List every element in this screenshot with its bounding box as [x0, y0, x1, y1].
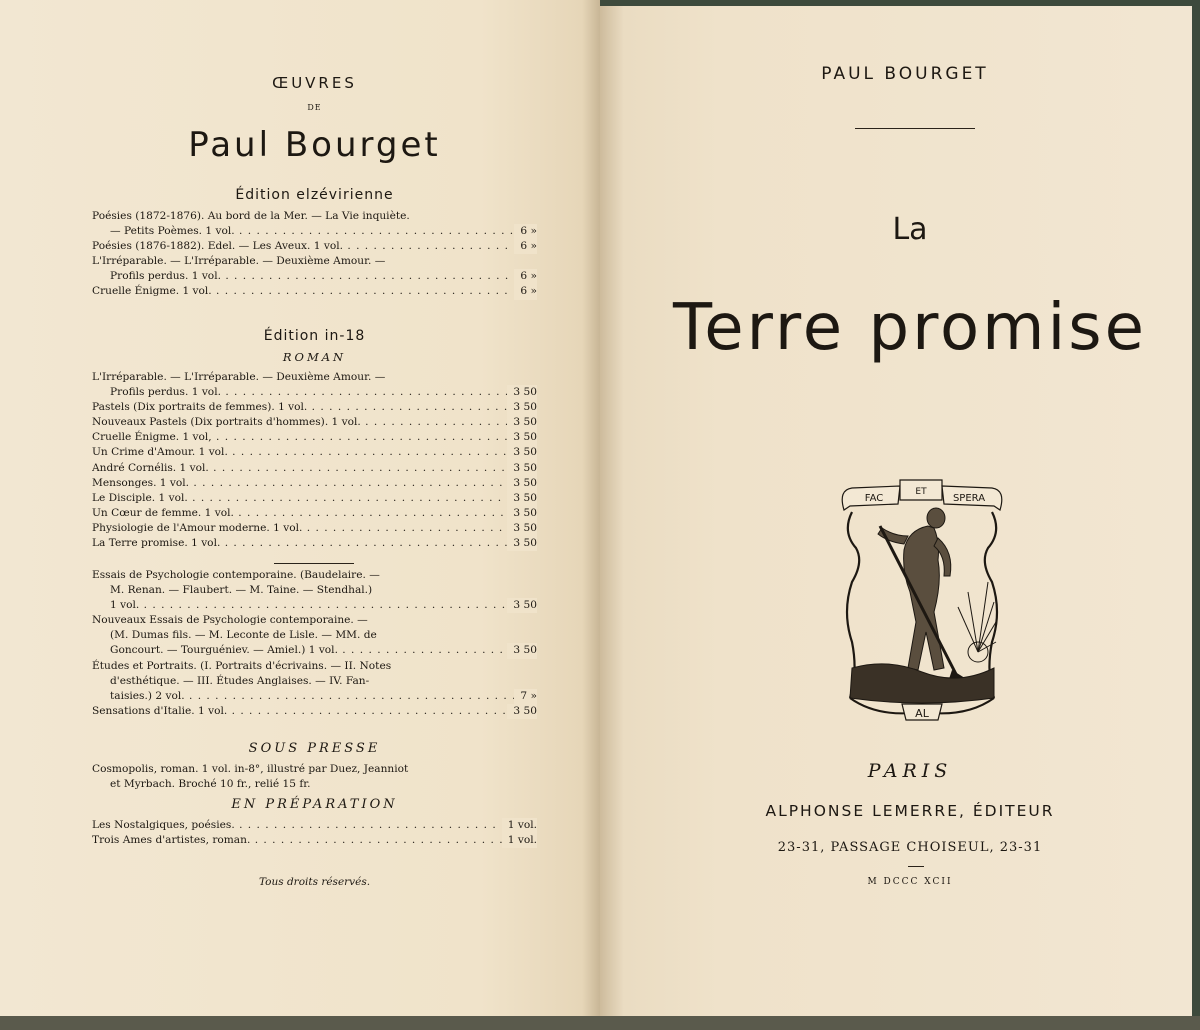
catalog-entry-text: Nouveaux Pastels (Dix portraits d'hommes). 1 vol. — [92, 416, 361, 429]
catalog-price: 3 50 — [507, 704, 537, 719]
de-heading: DE — [307, 103, 322, 112]
catalog-entry-text: Études et Portraits. (I. Portraits d'écrivains. — II. Notes — [92, 659, 392, 672]
catalog-entry-text: Cruelle Énigme. 1 vol. — [92, 285, 212, 298]
catalog-entry — [92, 659, 537, 704]
catalog-entry-text: — Petits Poèmes. 1 vol. — [110, 225, 235, 238]
edition-elzevirienne-heading: Édition elzévirienne — [235, 187, 394, 203]
catalog-entry-line — [92, 598, 537, 613]
leader-dots — [307, 401, 537, 413]
catalog-entry-line — [92, 209, 537, 224]
catalog-entry — [92, 613, 537, 658]
leader-dots — [212, 285, 537, 297]
catalog-price: 3 50 — [507, 506, 537, 521]
catalog-entry-line — [92, 628, 537, 643]
edition-in18-heading: Édition in-18 — [263, 328, 366, 344]
leader-dots — [228, 446, 537, 458]
catalog-entry — [92, 491, 537, 506]
catalog-entry-text: Essais de Psychologie contemporaine. (Baudelaire. — — [92, 569, 380, 581]
catalog-entry-line — [92, 689, 537, 704]
catalog-entry-line — [92, 506, 537, 521]
catalog-entry — [92, 521, 537, 536]
en-preparation-heading: EN PRÉPARATION — [231, 797, 398, 812]
catalog-entry-line — [92, 476, 537, 491]
catalog-entry-text: Nouveaux Essais de Psychologie contemporaine. — — [92, 614, 368, 627]
catalog-price: 3 50 — [507, 461, 537, 476]
catalog-entry-line — [92, 568, 537, 583]
catalog-entry-line — [92, 269, 537, 284]
catalog-price: 3 50 — [507, 491, 537, 506]
catalog-entry — [92, 400, 537, 415]
catalog-price: 3 50 — [507, 445, 537, 460]
catalog-entry — [92, 370, 537, 400]
leader-dots — [185, 690, 537, 702]
catalog-entry — [92, 818, 537, 833]
catalog-entry-text: Profils perdus. 1 vol. — [110, 386, 221, 399]
catalog-entry — [92, 415, 537, 430]
leader-dots — [221, 270, 537, 282]
catalog-entry-line — [92, 284, 537, 299]
catalog-entry-text: Poésies (1872-1876). Au bord de la Mer. — La Vie inquiète. — [92, 210, 410, 222]
catalog-entry-line — [92, 415, 537, 430]
leader-dots — [220, 537, 537, 549]
en-preparation-list — [92, 818, 537, 848]
catalog-entry-text: Les Nostalgiques, poésies. — [92, 819, 235, 831]
catalog-entry — [92, 430, 537, 445]
year-rule — [908, 866, 924, 867]
catalog-entry-text: taisies.) 2 vol. — [110, 689, 185, 702]
catalog-entry-line — [92, 254, 537, 269]
catalog-entry-line — [92, 239, 537, 254]
catalog-entry — [92, 239, 537, 254]
catalog-price: 3 50 — [507, 400, 537, 415]
leader-dots — [250, 834, 537, 846]
publisher-address: 23-31, PASSAGE CHOISEUL, 23-31 — [777, 840, 1043, 855]
roman-list — [92, 370, 537, 551]
catalog-entry-line — [92, 536, 537, 551]
catalog-entry — [92, 833, 537, 848]
catalog-entry-text: Un Cœur de femme. 1 vol. — [92, 506, 234, 519]
catalog-entry-line — [92, 521, 537, 536]
catalog-price: 3 50 — [507, 598, 537, 613]
leader-dots — [189, 477, 537, 489]
sous-presse-text — [92, 762, 537, 792]
catalog-entry-line — [92, 818, 537, 833]
catalog-entry — [92, 284, 537, 299]
ground — [850, 664, 994, 703]
catalog-entry-text: André Cornélis. 1 vol. — [92, 461, 209, 474]
banner-word-et: ET — [915, 487, 927, 497]
publication-city: PARIS — [867, 760, 953, 782]
catalog-price: 6 » — [514, 239, 537, 254]
catalog-price: 6 » — [514, 269, 537, 284]
catalog-entry — [92, 536, 537, 551]
catalog-entry-text: La Terre promise. 1 vol. — [92, 537, 221, 550]
catalog-price: 3 50 — [507, 476, 537, 491]
catalog-entry-line — [92, 613, 537, 628]
catalog-entry-text: Sensations d'Italie. 1 vol. — [92, 704, 228, 717]
cover-edge-right — [1192, 0, 1200, 1030]
cover-edge-bottom — [0, 1016, 1200, 1030]
essays-list — [92, 568, 537, 719]
publisher-name: ALPHONSE LEMERRE, ÉDITEUR — [765, 802, 1055, 820]
catalog-entry-line — [92, 659, 537, 674]
monogram-text: AL — [915, 707, 929, 720]
sous-presse-line: Cosmopolis, roman. 1 vol. in-8°, illustré par Duez, Jeanniot — [92, 763, 409, 775]
sous-presse-heading: SOUS PRESSE — [248, 741, 381, 756]
catalog-entry-line — [92, 833, 537, 848]
leader-dots — [188, 492, 537, 504]
catalog-entry — [92, 445, 537, 460]
catalog-entry-line — [92, 445, 537, 460]
catalog-entry — [92, 476, 537, 491]
catalog-price: 6 » — [514, 224, 537, 239]
catalog-entry-text: L'Irréparable. — L'Irréparable. — Deuxième Amour. — — [92, 371, 386, 383]
title-rule — [855, 128, 975, 129]
publication-year: M DCCC XCII — [867, 877, 953, 887]
catalog-price: 3 50 — [507, 643, 537, 658]
catalog-entry-text: L'Irréparable. — L'Irréparable. — Deuxième Amour. — — [92, 255, 386, 268]
roman-subheading: ROMAN — [282, 350, 347, 364]
title-article: La — [892, 212, 928, 247]
author-name: Paul Bourget — [188, 125, 441, 165]
catalog-entry-text: Poésies (1876-1882). Edel. — Les Aveux. 1 vol. — [92, 240, 343, 253]
title-page-author: PAUL BOURGET — [821, 64, 989, 84]
catalog-price: 3 50 — [507, 430, 537, 445]
catalog-entry-text: (M. Dumas fils. — M. Leconte de Lisle. — MM. de — [110, 629, 377, 642]
catalog-entry-text: Pastels (Dix portraits de femmes). 1 vol. — [92, 401, 308, 414]
catalog-entry-line — [92, 461, 537, 476]
catalog-price: 1 vol. — [502, 818, 537, 833]
catalog-entry-line — [92, 704, 537, 719]
catalog-price: 3 50 — [507, 415, 537, 430]
catalog-entry — [92, 461, 537, 476]
catalog-entry-text: Trois Ames d'artistes, roman. — [92, 834, 251, 847]
catalog-price: 3 50 — [507, 521, 537, 536]
oeuvres-heading: ŒUVRES — [272, 74, 357, 92]
catalog-entry-text: M. Renan. — Flaubert. — M. Taine. — Stendhal.) — [110, 584, 373, 597]
catalog-entry-line — [92, 430, 537, 445]
rights-notice: Tous droits réservés. — [258, 876, 371, 888]
leader-dots — [343, 240, 537, 252]
catalog-entry-text: d'esthétique. — III. Études Anglaises. — IV. Fan- — [110, 674, 370, 687]
catalog-entry-line — [92, 224, 537, 239]
catalog-entry — [92, 209, 537, 239]
leader-dots — [234, 507, 537, 519]
catalog-entry — [92, 506, 537, 521]
leader-dots — [139, 599, 537, 611]
banner-word-fac: FAC — [864, 493, 884, 504]
publisher-vignette — [838, 472, 1006, 726]
catalog-entry-line — [92, 385, 537, 400]
catalog-entry-text: 1 vol. — [110, 599, 140, 612]
catalog-entry-line — [92, 400, 537, 415]
catalog-entry-text: Un Crime d'Amour. 1 vol. — [92, 446, 228, 459]
catalog-entry — [92, 568, 537, 613]
catalog-entry-line — [92, 370, 537, 385]
catalog-entry-text: Profils perdus. 1 vol. — [110, 270, 221, 283]
edition-elzevirienne-list — [92, 209, 537, 300]
book-title: Terre promise — [673, 291, 1147, 365]
catalog-price: 3 50 — [507, 536, 537, 551]
catalog-entry-text: Physiologie de l'Amour moderne. 1 vol. — [92, 521, 303, 534]
catalog-price: 7 » — [514, 689, 537, 704]
leader-dots — [212, 431, 537, 443]
leader-dots — [235, 819, 537, 831]
catalog-price: 3 50 — [507, 385, 537, 400]
catalog-entry-line — [92, 583, 537, 598]
catalog-entry-line — [92, 643, 537, 658]
catalog-price: 6 » — [514, 284, 537, 299]
catalog-entry-line — [92, 491, 537, 506]
catalog-entry-line — [92, 674, 537, 689]
leader-dots — [302, 522, 537, 534]
sun-rays — [958, 582, 996, 652]
catalog-entry-text: Le Disciple. 1 vol. — [92, 491, 188, 504]
separator-rule — [274, 563, 354, 564]
sous-presse-line: et Myrbach. Broché 10 fr., relié 15 fr. — [110, 778, 311, 791]
catalog-entry-text: Cruelle Énigme. 1 vol, — [92, 431, 212, 444]
catalog-entry-text: Goncourt. — Tourguéniev. — Amiel.) 1 vol. — [110, 644, 338, 657]
catalog-price: 1 vol. — [502, 833, 537, 848]
leader-dots — [235, 225, 537, 237]
banner-word-spera: SPERA — [952, 493, 986, 504]
leader-dots — [221, 386, 537, 398]
catalog-entry-text: Mensonges. 1 vol. — [92, 476, 190, 489]
catalog-entry — [92, 704, 537, 719]
leader-dots — [209, 462, 537, 474]
leader-dots — [227, 705, 537, 717]
catalog-entry — [92, 254, 537, 284]
cover-edge-top — [600, 0, 1200, 6]
